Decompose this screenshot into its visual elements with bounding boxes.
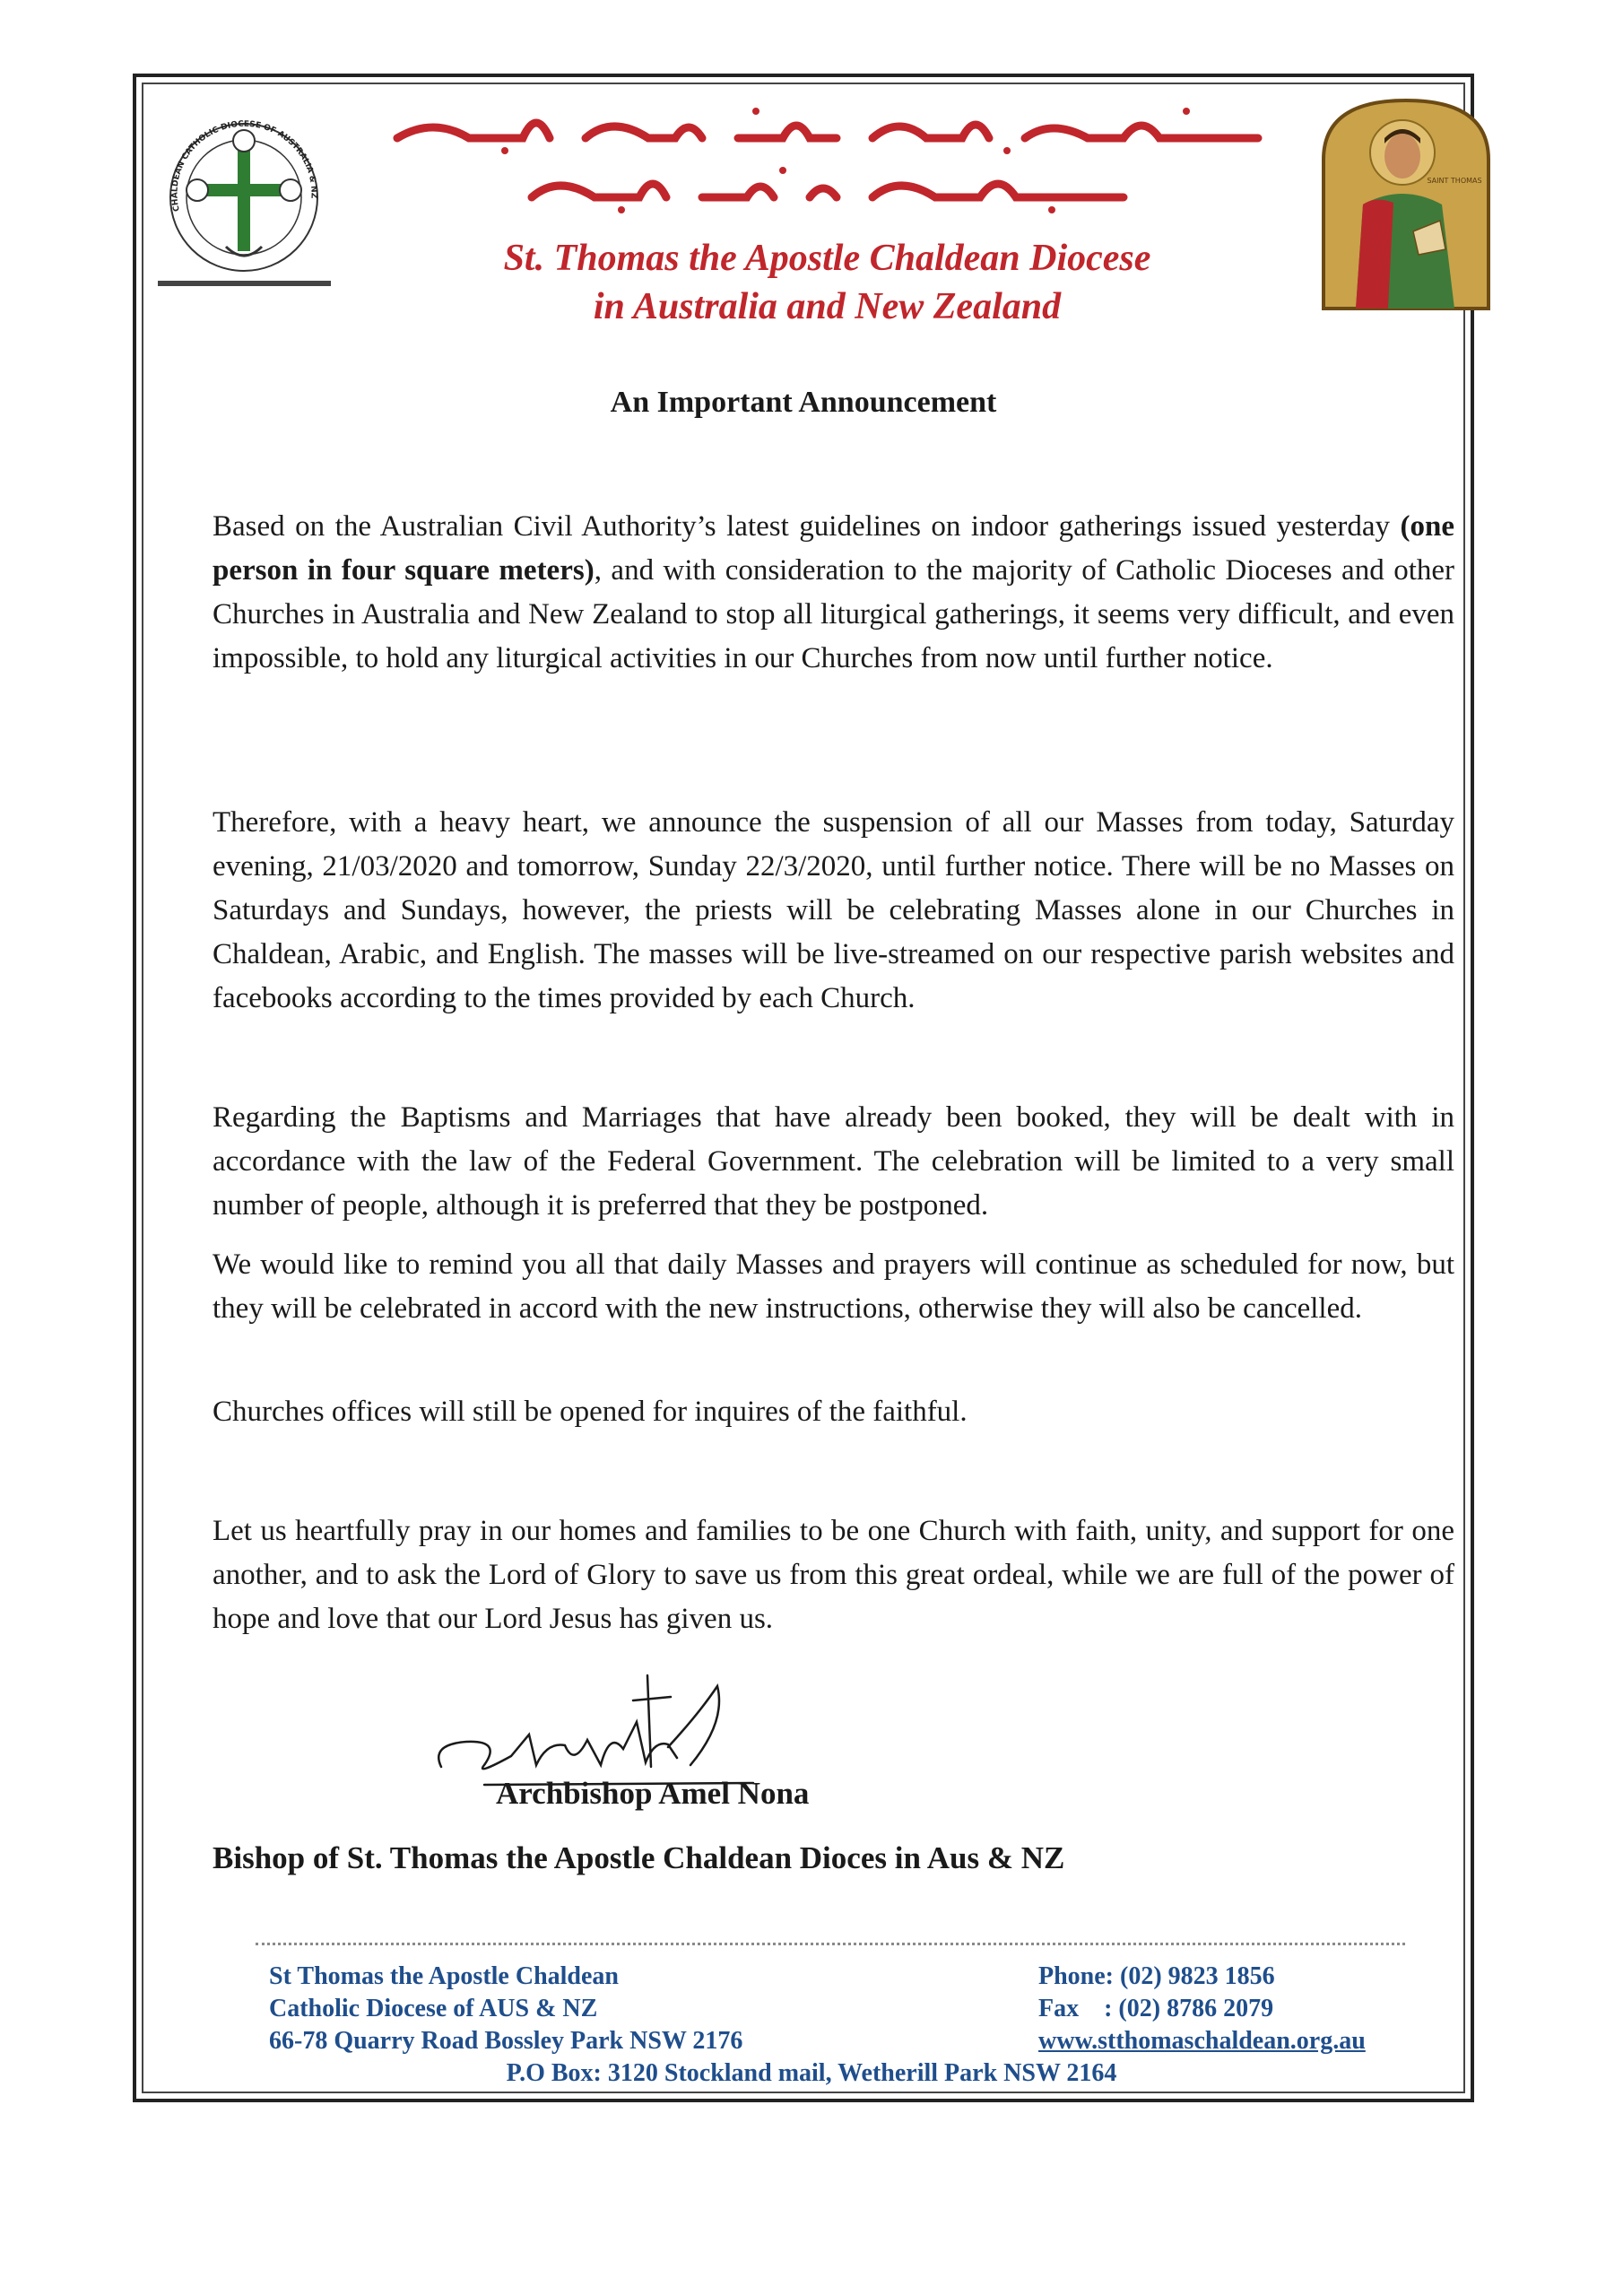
diocese-title-line-2: in Australia and New Zealand xyxy=(593,286,1062,327)
footer-website-link[interactable]: www.stthomaschaldean.org.au xyxy=(1038,2027,1366,2055)
paragraph-1-bold: (one person in four square meters) xyxy=(213,510,1454,587)
paragraph-2: Therefore, with a heavy heart, we announce the suspension of all our Masses from today, Saturday evening, 21/03/2020 and tomorrow, Sunday 22/3/2020, until further notice. There will be no Masses on Saturdays and Sundays, however, the priests will be celebrating Masses alone in our Churches in Chaldean, Arabic, and English. The masses will be live-streamed on our respective parish websites and facebooks according to the times provided by each Church. xyxy=(213,806,1454,1014)
footer-address-block xyxy=(269,1961,742,2057)
syriac-line-2-text: ܒܐܘܣܛܪܠܝܐ ܘܢܝܘ ܙܝܠܢܕ xyxy=(822,194,832,195)
logo-ring-text: CHALDEAN CATHOLIC DIOCESE OF AUSTRALIA & NZ xyxy=(170,119,318,213)
saint-thomas-icon xyxy=(1320,97,1492,312)
footer-po-box: P.O Box: 3120 Stockland mail, Wetherill Park NSW 2164 xyxy=(506,2059,1117,2087)
paragraph-4: We would like to remind you all that daily Masses and prayers will continue as scheduled for now, but they will be celebrated in accord with the new instructions, otherwise they will also be cancelled. xyxy=(213,1248,1454,1325)
footer-phone: Phone: (02) 9823 1856 xyxy=(1038,1962,1275,1990)
paragraph-3: Regarding the Baptisms and Marriages that have already been booked, they will be dealt with in accordance with the law of the Federal Government. The celebration will be limited to a very small number of people, although it is preferred that they be postponed. xyxy=(213,1101,1454,1222)
signatory-name: Archbishop Amel Nona xyxy=(496,1776,810,1811)
handwritten-signature xyxy=(430,1659,789,1794)
syriac-header xyxy=(363,99,1291,217)
diocese-logo xyxy=(152,94,336,300)
paragraph-5: Churches offices will still be opened for inquires of the faithful. xyxy=(213,1396,968,1428)
paragraph-1-part-b: , and with consideration to the majority of Catholic Dioceses and other Churches in Australia and New Zealand to stop all liturgical gatherings, it seems very difficult, and even impossible, to hold any liturgical activities in our Churches from now until further notice. xyxy=(213,554,1454,674)
diocese-title-line-1: St. Thomas the Apostle Chaldean Diocese xyxy=(503,238,1151,279)
footer-org-line-2: Catholic Diocese of AUS & NZ xyxy=(269,1995,598,2022)
footer-divider xyxy=(256,1943,1405,1945)
footer-contact-block xyxy=(1038,1961,1366,2057)
footer-street-address: 66-78 Quarry Road Bossley Park NSW 2176 xyxy=(269,2027,743,2055)
syriac-line-1 xyxy=(363,99,1291,154)
cross-icon xyxy=(187,130,301,256)
footer-org-line-1: St Thomas the Apostle Chaldean xyxy=(269,1962,620,1990)
signatory-title: Bishop of St. Thomas the Apostle Chaldean Dioces in Aus & NZ xyxy=(213,1840,1065,1875)
syriac-line-2 xyxy=(363,158,1291,213)
footer-fax: Fax : (02) 8786 2079 xyxy=(1038,1995,1274,2022)
announcement-heading: An Important Announcement xyxy=(610,386,997,419)
icon-caption: SAINT THOMAS xyxy=(1427,177,1482,185)
paragraph-1 xyxy=(213,505,1454,681)
paragraph-1-part-a: Based on the Australian Civil Authority’s latest guidelines on indoor gatherings issued yesterday xyxy=(213,510,1401,543)
paragraph-6: Let us heartfully pray in our homes and families to be one Church with faith, unity, and support for one another, and to ask the Lord of Glory to save us from this great ordeal, while we are full of the power of hope and love that our Lord Jesus has given us. xyxy=(213,1515,1454,1635)
